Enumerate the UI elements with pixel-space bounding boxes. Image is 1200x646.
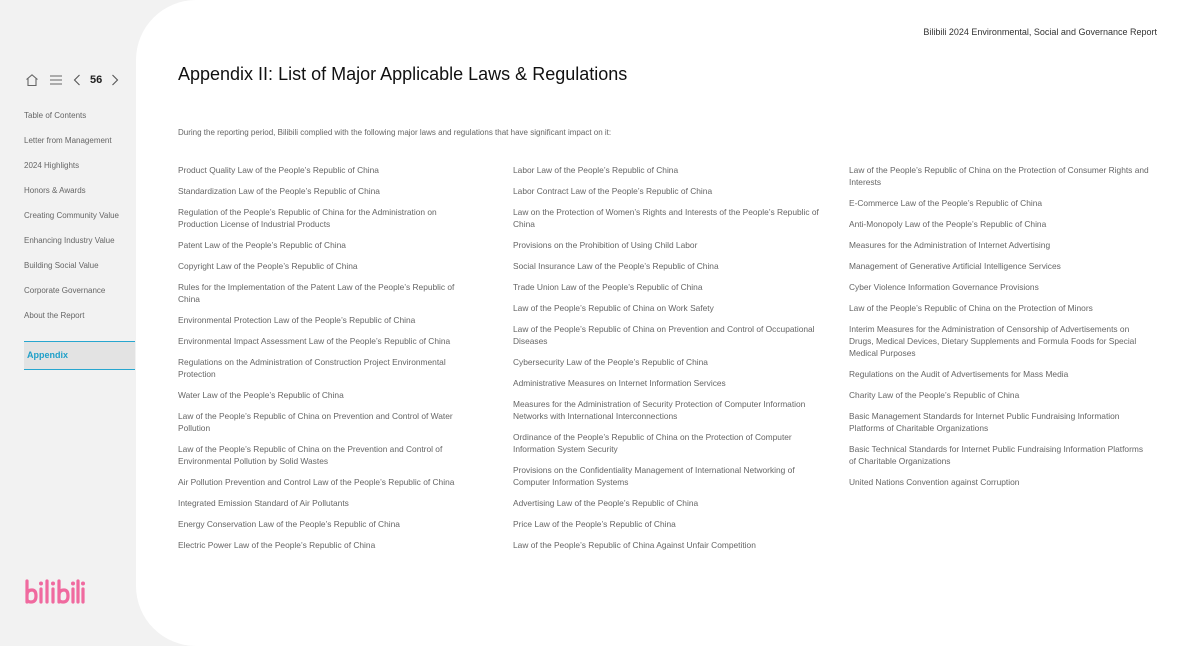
- home-icon[interactable]: [24, 72, 40, 88]
- law-item: Law of the People’s Republic of China on the Protection of Minors: [849, 303, 1093, 313]
- law-item: Law on the Protection of Women’s Rights and Interests of the People’s Republic of China: [513, 207, 819, 229]
- law-item: Law of the People’s Republic of China on the Protection of Consumer Rights and Interests: [849, 165, 1149, 187]
- sidebar-item-building-social-value[interactable]: Building Social Value: [24, 261, 99, 270]
- law-item: Basic Technical Standards for Internet Public Fundraising Information Platforms of Charitable Organizations: [849, 444, 1144, 466]
- sidebar-item-creating-community-value[interactable]: Creating Community Value: [24, 211, 120, 220]
- page-title: Appendix II: List of Major Applicable Laws & Regulations: [178, 64, 628, 84]
- law-item: Provisions on the Prohibition of Using Child Labor: [513, 240, 698, 250]
- law-item: Integrated Emission Standard of Air Pollutants: [178, 498, 349, 508]
- law-item: Energy Conservation Law of the People’s Republic of China: [178, 519, 400, 529]
- sidebar-item-corporate-governance[interactable]: Corporate Governance: [24, 286, 106, 295]
- sidebar-item-about-the-report[interactable]: About the Report: [24, 311, 85, 320]
- law-item: Rules for the Implementation of the Patent Law of the People’s Republic of China: [178, 282, 455, 304]
- sidebar: [0, 0, 140, 646]
- law-item: Law of the People’s Republic of China on Prevention and Control of Water Pollution: [178, 411, 453, 433]
- law-item: Environmental Protection Law of the People’s Republic of China: [178, 315, 416, 325]
- law-item: Administrative Measures on Internet Information Services: [513, 378, 726, 388]
- chevron-left-icon[interactable]: [72, 73, 82, 87]
- laws-column-3: [849, 164, 1149, 497]
- sidebar-item-enhancing-industry-value[interactable]: Enhancing Industry Value: [24, 236, 115, 245]
- law-item: Regulations on the Administration of Construction Project Environmental Protection: [178, 357, 446, 379]
- law-item: Regulations on the Audit of Advertisements for Mass Media: [849, 369, 1069, 379]
- law-item: Cybersecurity Law of the People’s Republic of China: [513, 357, 708, 367]
- chevron-right-icon[interactable]: [110, 73, 120, 87]
- law-item: Patent Law of the People’s Republic of China: [178, 240, 346, 250]
- sidebar-item-table-of-contents[interactable]: Table of Contents: [24, 111, 87, 120]
- law-item: Advertising Law of the People’s Republic of China: [513, 498, 699, 508]
- sidebar-item-letter-from-management[interactable]: Letter from Management: [24, 136, 112, 145]
- table-of-contents-nav: [24, 106, 135, 370]
- law-item: Law of the People’s Republic of China on the Prevention and Control of Environmental Pollution by Solid Wastes: [178, 444, 443, 466]
- law-item: Standardization Law of the People’s Republic of China: [178, 186, 380, 196]
- laws-column-2: [513, 164, 823, 560]
- law-item: Copyright Law of the People’s Republic of China: [178, 261, 358, 271]
- page-number: 56: [90, 74, 103, 86]
- law-item: Air Pollution Prevention and Control Law of the People’s Republic of China: [178, 477, 455, 487]
- law-item: Law of the People’s Republic of China Against Unfair Competition: [513, 540, 756, 550]
- law-item: Ordinance of the People’s Republic of China on the Protection of Computer Information System Security: [513, 432, 792, 454]
- law-item: E-Commerce Law of the People’s Republic of China: [849, 198, 1043, 208]
- law-item: Provisions on the Confidentiality Management of International Networking of Computer Information Systems: [513, 465, 795, 487]
- law-item: Anti-Monopoly Law of the People’s Republic of China: [849, 219, 1047, 229]
- law-item: Management of Generative Artificial Intelligence Services: [849, 261, 1061, 271]
- law-item: Product Quality Law of the People’s Republic of China: [178, 165, 379, 175]
- law-item: Trade Union Law of the People’s Republic of China: [513, 282, 703, 292]
- page-nav: [24, 70, 120, 90]
- sidebar-item-honors-awards[interactable]: Honors & Awards: [24, 186, 86, 195]
- law-item: Labor Contract Law of the People’s Republic of China: [513, 186, 713, 196]
- law-item: Water Law of the People’s Republic of China: [178, 390, 344, 400]
- law-item: Cyber Violence Information Governance Provisions: [849, 282, 1039, 292]
- law-item: Law of the People’s Republic of China on Prevention and Control of Occupational Diseases: [513, 324, 815, 346]
- report-title: Bilibili 2024 Environmental, Social and Governance Report: [923, 27, 1157, 37]
- law-item: Law of the People’s Republic of China on Work Safety: [513, 303, 714, 313]
- bilibili-logo: [24, 576, 86, 608]
- law-item: Social Insurance Law of the People’s Republic of China: [513, 261, 719, 271]
- law-item: Charity Law of the People’s Republic of China: [849, 390, 1020, 400]
- law-item: Measures for the Administration of Internet Advertising: [849, 240, 1051, 250]
- intro-text: During the reporting period, Bilibili complied with the following major laws and regulations that have significant impact on it:: [178, 128, 612, 137]
- law-item: Measures for the Administration of Security Protection of Computer Information Networks with International Interconnections: [513, 399, 806, 421]
- law-item: Interim Measures for the Administration of Censorship of Advertisements on Drugs, Medical Devices, Dietary Supplements and Formula Foods for Special Medical Purposes: [849, 324, 1137, 358]
- menu-icon[interactable]: [48, 72, 64, 88]
- law-item: Labor Law of the People’s Republic of China: [513, 165, 679, 175]
- law-item: Regulation of the People’s Republic of China for the Administration on Production License of Industrial Products: [178, 207, 437, 229]
- sidebar-item-2024-highlights[interactable]: 2024 Highlights: [24, 161, 80, 170]
- sidebar-item-appendix[interactable]: Appendix: [24, 341, 135, 370]
- law-item: Electric Power Law of the People’s Republic of China: [178, 540, 376, 550]
- law-item: Price Law of the People’s Republic of China: [513, 519, 676, 529]
- laws-column-1: [178, 164, 478, 560]
- law-item: Environmental Impact Assessment Law of the People’s Republic of China: [178, 336, 451, 346]
- law-item: United Nations Convention against Corruption: [849, 477, 1020, 487]
- law-item: Basic Management Standards for Internet Public Fundraising Information Platforms of Charitable Organizations: [849, 411, 1120, 433]
